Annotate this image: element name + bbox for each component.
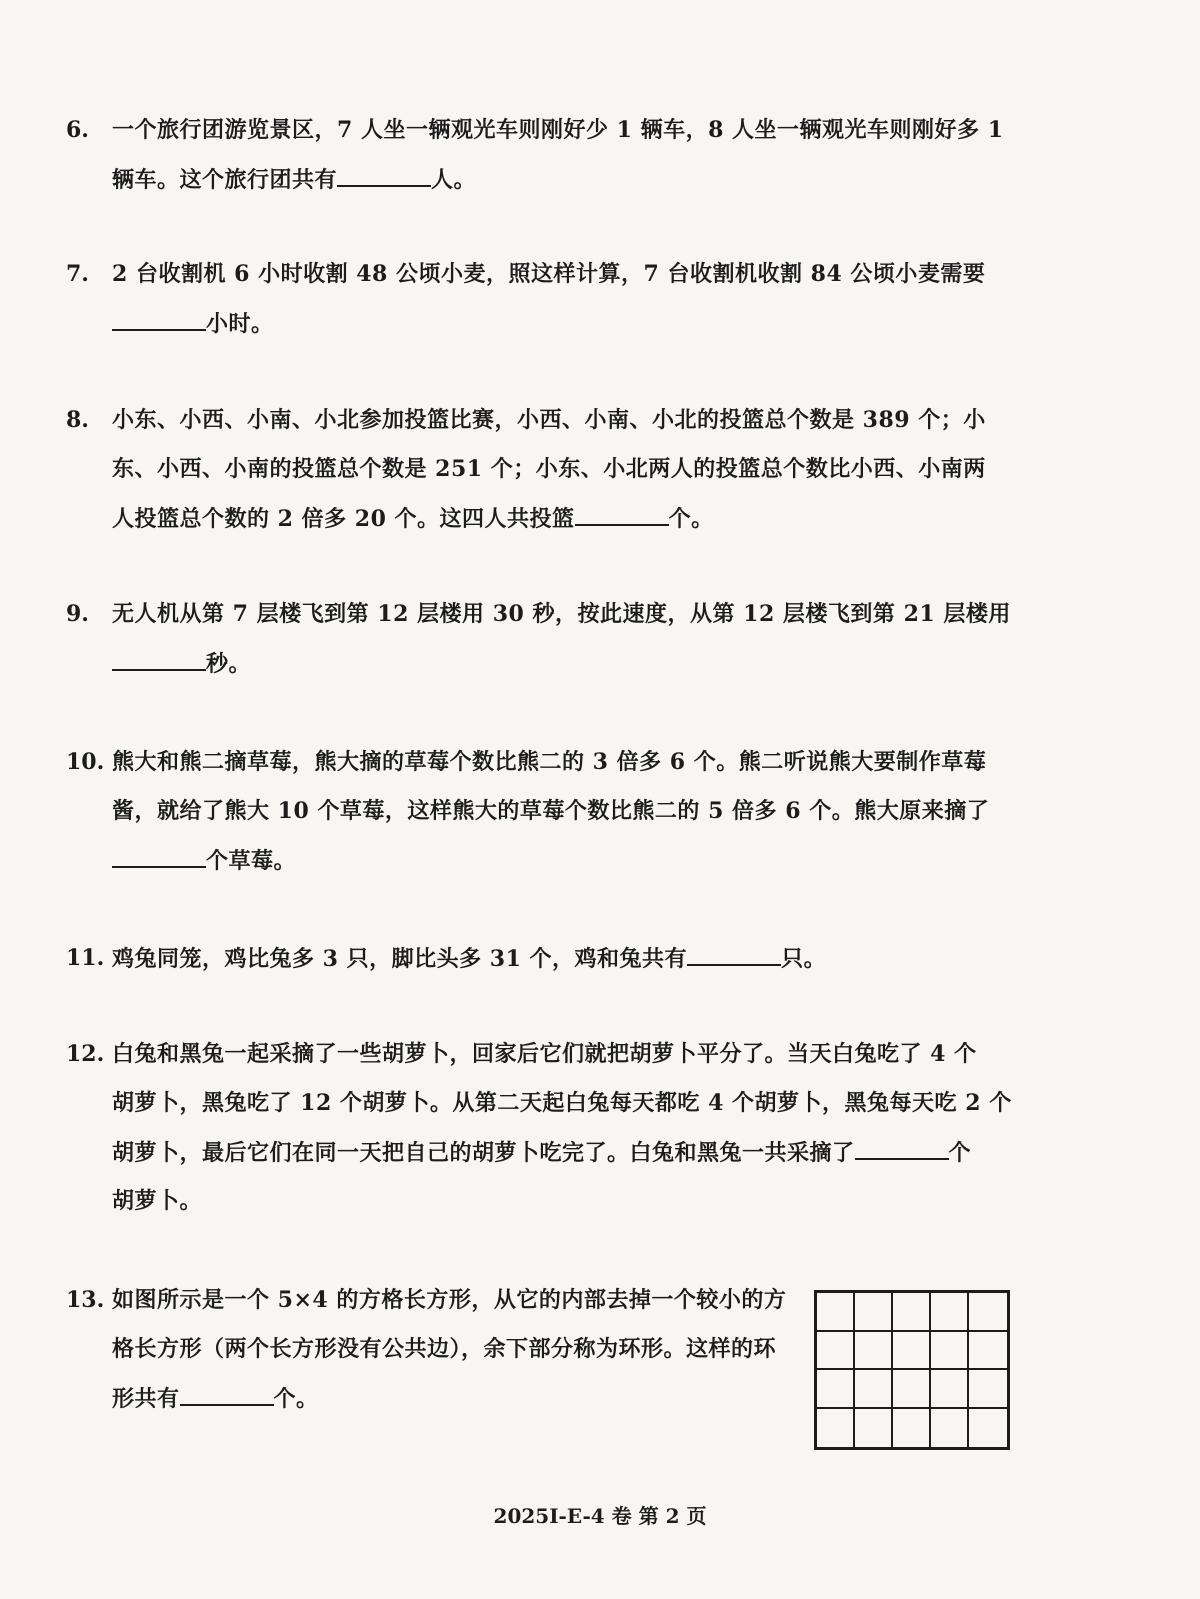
question-text: 小时。: [206, 311, 274, 337]
question-text-line: [112, 445, 986, 494]
question-number: 8.: [66, 407, 89, 433]
question-text: 鸡兔同笼，鸡比兔多 3 只，脚比头多 31 个，鸡和兔共有: [112, 946, 688, 972]
grid-cell: [931, 1332, 969, 1371]
question-text-line: [112, 1276, 786, 1325]
grid-cell: [893, 1332, 931, 1371]
answer-blank[interactable]: [112, 639, 206, 671]
question-text-line: [112, 934, 826, 984]
question-text-line: [112, 1374, 319, 1424]
grid-cell: [817, 1293, 855, 1332]
question-text-line: [112, 250, 985, 299]
question-text-line: [112, 396, 986, 445]
question-number: 7.: [66, 261, 89, 287]
question-text-line: [112, 1079, 1012, 1128]
grid-cell: [855, 1293, 893, 1332]
question-number: 10.: [66, 749, 105, 775]
question-number: 9.: [66, 601, 89, 627]
question-number: 11.: [66, 945, 105, 971]
question-text: 胡萝卜。: [112, 1188, 203, 1214]
question-text-line: [112, 155, 476, 205]
answer-blank[interactable]: [180, 1374, 274, 1406]
question-text-line: [112, 494, 714, 544]
question-text-line: [112, 836, 296, 886]
grid-cell: [817, 1409, 855, 1448]
question-text-line: [112, 787, 989, 836]
grid-cell: [931, 1409, 969, 1448]
answer-blank[interactable]: [337, 155, 431, 187]
grid-figure: [814, 1290, 1010, 1450]
question-text: 如图所示是一个 5×4 的方格长方形，从它的内部去掉一个较小的方: [112, 1287, 787, 1313]
question-text: 个: [948, 1140, 972, 1166]
question-text: 只。: [781, 946, 827, 972]
question-text: 胡萝卜，黑兔吃了 12 个胡萝卜。从第二天起白兔每天都吃 4 个胡萝卜，黑兔每天吃 2 个: [112, 1090, 1012, 1116]
grid-cell: [855, 1370, 893, 1409]
grid-cell: [893, 1370, 931, 1409]
grid-cell: [817, 1332, 855, 1371]
grid-cell: [931, 1293, 969, 1332]
answer-blank[interactable]: [855, 1128, 949, 1160]
question-text-line: [112, 1030, 977, 1079]
question-text: 秒。: [206, 651, 252, 677]
question-text-line: [112, 738, 986, 787]
grid-cell: [969, 1332, 1007, 1371]
question-text: 个。: [668, 506, 714, 532]
question-text: 辆车。这个旅行团共有: [112, 167, 338, 193]
grid-cell: [893, 1409, 931, 1448]
question-text: 东、小西、小南的投篮总个数是 251 个；小东、小北两人的投篮总个数比小西、小南两: [112, 456, 986, 482]
question-text-line: [112, 590, 1011, 639]
question-text: 格长方形（两个长方形没有公共边），余下部分称为环形。这样的环: [112, 1336, 777, 1362]
answer-blank[interactable]: [112, 299, 206, 331]
question-text: 一个旅行团游览景区，7 人坐一辆观光车则刚好少 1 辆车，8 人坐一辆观光车则刚好多 1: [112, 117, 1004, 143]
grid-cell: [855, 1409, 893, 1448]
answer-blank[interactable]: [112, 836, 206, 868]
grid-cell: [969, 1409, 1007, 1448]
question-text: 熊大和熊二摘草莓，熊大摘的草莓个数比熊二的 3 倍多 6 个。熊二听说熊大要制作草莓: [112, 749, 987, 775]
question-text: 个草莓。: [206, 848, 297, 874]
question-number: 12.: [66, 1041, 105, 1067]
question-text: 无人机从第 7 层楼飞到第 12 层楼用 30 秒，按此速度，从第 12 层楼飞到第 21 层楼用: [112, 601, 1011, 627]
question-text: 形共有: [112, 1386, 180, 1412]
question-text: 小东、小西、小南、小北参加投篮比赛，小西、小南、小北的投篮总个数是 389 个；小: [112, 407, 986, 433]
question-text: 白兔和黑兔一起采摘了一些胡萝卜，回家后它们就把胡萝卜平分了。当天白兔吃了 4 个: [112, 1041, 977, 1067]
grid-cell: [817, 1370, 855, 1409]
question-text-line: [112, 106, 1004, 155]
grid-cell: [855, 1332, 893, 1371]
grid-cell: [969, 1293, 1007, 1332]
question-text: 人投篮总个数的 2 倍多 20 个。这四人共投篮: [112, 506, 575, 532]
question-text: 个。: [273, 1386, 319, 1412]
question-text-line: [112, 299, 274, 349]
grid-cell: [893, 1293, 931, 1332]
answer-blank[interactable]: [687, 934, 781, 966]
question-text-line: [112, 1128, 971, 1178]
question-text: 2 台收割机 6 小时收割 48 公顷小麦，照这样计算，7 台收割机收割 84 公顷小麦需要: [112, 261, 986, 287]
grid-cell: [931, 1370, 969, 1409]
question-number: 6.: [66, 117, 89, 143]
question-text: 胡萝卜，最后它们在同一天把自己的胡萝卜吃完了。白兔和黑兔一共采摘了: [112, 1140, 855, 1166]
answer-blank[interactable]: [575, 494, 669, 526]
question-text-line: [112, 1177, 202, 1226]
grid-cell: [969, 1370, 1007, 1409]
question-text: 人。: [431, 167, 477, 193]
page-footer: 2025I-E-4 卷 第 2 页: [493, 1504, 707, 1528]
question-text: 酱，就给了熊大 10 个草莓，这样熊大的草莓个数比熊二的 5 倍多 6 个。熊大原来摘了: [112, 798, 990, 824]
question-number: 13.: [66, 1287, 105, 1313]
question-text-line: [112, 639, 251, 689]
question-text-line: [112, 1325, 776, 1374]
